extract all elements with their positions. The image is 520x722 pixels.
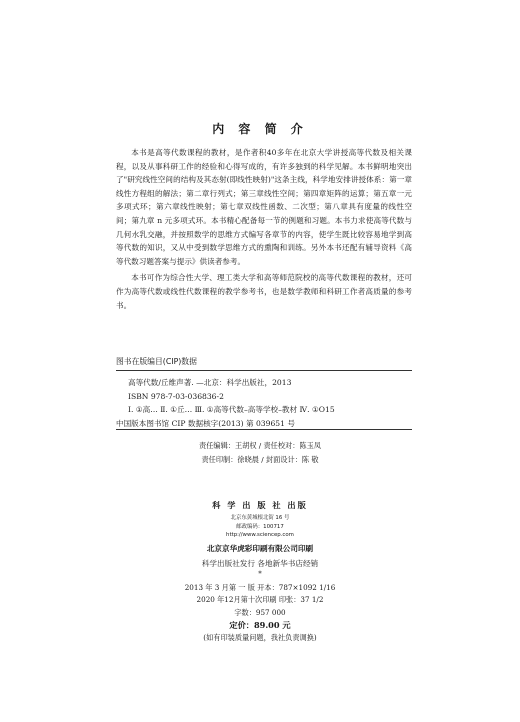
publisher-postcode: 邮政编码：100717 [236,523,284,530]
publisher-website: http://www.sciencep.com [226,532,294,538]
intro-title: 内 容 简 介 [212,122,308,136]
cip-line-title: 高等代数/丘维声著. —北京：科学出版社，2013 [128,378,292,387]
printer-name: 北京京华虎彩印刷有限公司印刷 [206,544,314,553]
intro-text [116,146,412,315]
edition-line-1: 2013 年 3 月第 一 版 开本：787×1092 1/16 [184,583,336,592]
editors-block [0,439,520,466]
intro-paragraph: 本书是高等代数课程的教材，是作者积40多年在北京大学讲授高等代数及相关课程，以及从事科研工作的经验和心得写成的，有许多独到的科学见解。本书鲜明地突出了"研究线性空间的结构及其态射(即线性映射)"这条主线，科学地安排讲授体系：第一章线性方程组的解法；第二章行列式；第三章线性空间；第四章矩阵的运算；第五章一元多项式环；第六章线性映射；第七章双线性函数、二次型；第八章具有度量的线性空间；第九章 n 元多项式环。本书精心配备每一节的例题和习题。本书力求使高等代数与几何水乳交融，并按照数学的思维方式编写各章节的内容，使学生既比较容易地学到高等代数的知识，又从中受到数学思维方式的熏陶和训练。另外本书还配有辅导资料《高等代数习题答案与提示》供读者参考。 [116,148,412,266]
publisher-details [0,514,520,540]
cip-data [116,376,416,430]
editors-line-2: 责任印制：徐晓晨 / 封面设计：陈 敬 [201,454,319,464]
cip-bottom-divider [116,429,412,430]
publisher-name: 科 学 出 版 社 出版 [212,500,308,510]
intro-paragraph: 本书可作为综合性大学、理工类大学和高等师范院校的高等代数课程的教材，还可作为高等代数或线性代数课程的教学参考书，也是数学教师和科研工作者高质量的参考书。 [116,273,412,310]
distribution-line: 科学出版社发行 各地新华书店经销 [201,559,319,568]
editors-line-1: 责任编辑：王胡权 / 责任校对：陈玉凤 [199,441,321,450]
cip-heading: 图书在版编目(CIP)数据 [116,357,197,366]
separator-star: * [258,570,262,578]
cip-line-number: 中国版本图书馆 CIP 数据核字(2013) 第 039651 号 [116,418,295,428]
word-count: 字数：957 000 [234,607,286,617]
cip-divider [116,370,412,371]
price: 定价：89.00 元 [229,620,291,631]
cip-line-classification: Ⅰ. ①高… Ⅱ. ①丘… Ⅲ. ①高等代数–高等学校–教材 Ⅳ. ①O15 [128,405,335,414]
cip-line-isbn: ISBN 978-7-03-036836-2 [128,391,224,401]
edition-line-2: 2020 年12月第十次印刷 印张：37 1/2 [196,595,324,605]
publisher-address: 北京东黄城根北街 16 号 [230,515,290,521]
quality-note: (如有印装质量问题，我社负责调换) [203,632,317,642]
edition-info [0,582,520,644]
